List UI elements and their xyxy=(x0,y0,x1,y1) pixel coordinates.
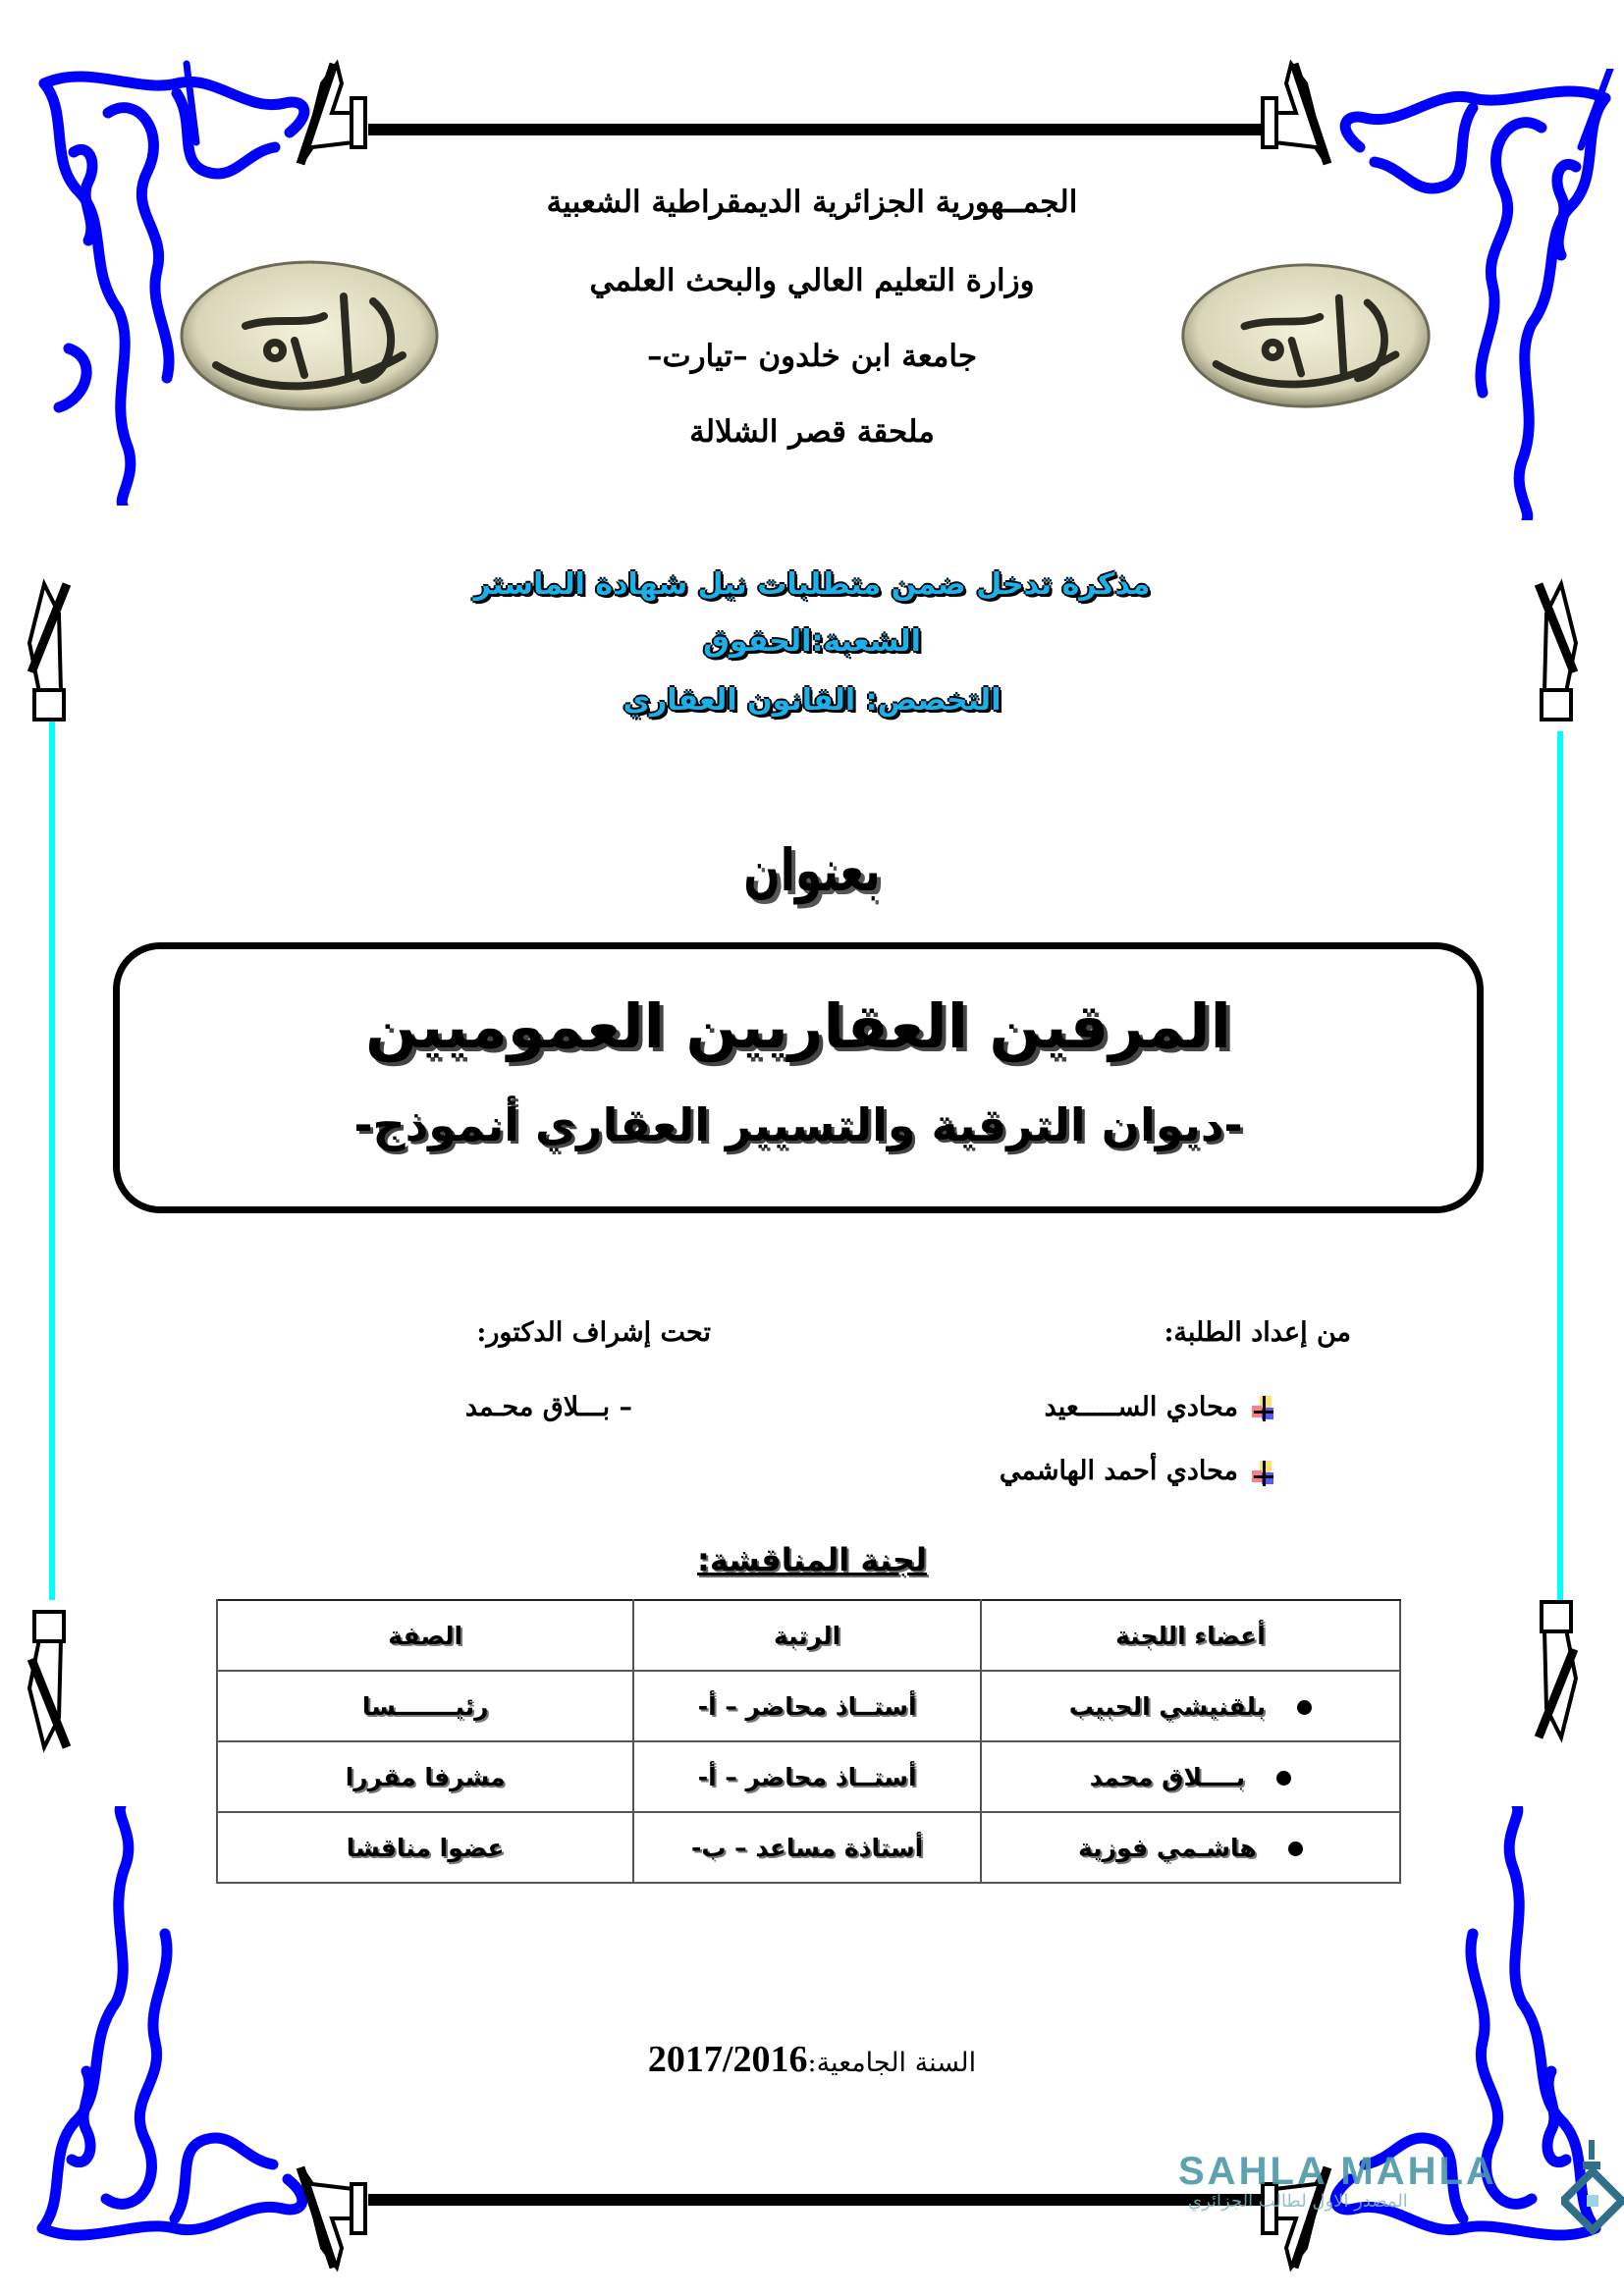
university-name: جامعة ابن خلدون –تيارت– xyxy=(646,339,978,374)
supervisor-name: – بـــلاق محـمد xyxy=(464,1392,632,1422)
committee-title: لجنة المناقشة: xyxy=(697,1541,927,1578)
colored-cross-bullet-icon xyxy=(1252,1461,1273,1486)
degree-requirement: مذكرة تدخل ضمن متطلبات نيل شهادة الماستر xyxy=(473,567,1151,602)
degree-specialty: التخصص: القانون العقاري xyxy=(623,683,1001,718)
student-name-1: محادي الســـــعيد xyxy=(1044,1392,1238,1422)
table-row xyxy=(217,1812,1400,1883)
title-box xyxy=(113,942,1484,1213)
rank-cell: أستــاذ محاضر – أ- xyxy=(633,1741,981,1812)
ministry-name: وزارة التعليم العالي والبحث العلمي xyxy=(589,263,1035,298)
frame-left-line xyxy=(49,682,55,1600)
supervisor-label: تحت إشراف الدكتور: xyxy=(476,1317,711,1348)
annex-name: ملحقة قصر الشلالة xyxy=(689,414,935,450)
academic-year-value: 2017/2016 xyxy=(647,2039,808,2080)
watermark-brand: SAHLA MAHLA xyxy=(1178,2150,1497,2193)
academic-year-label: السنة الجامعية: xyxy=(807,2048,977,2078)
watermark-tagline: المصدر الاول لطالب الجزائري xyxy=(1188,2191,1408,2212)
hand-pen-icon-left-lower xyxy=(20,1600,74,1757)
header-role: الصفة xyxy=(217,1600,633,1671)
member-cell: بــــلاق محمد xyxy=(981,1741,1400,1812)
table-row xyxy=(217,1741,1400,1812)
role-cell: عضوا مناقشا xyxy=(217,1812,633,1883)
thesis-title: المرقين العقاريين العموميين xyxy=(365,990,1231,1062)
degree-branch: الشعبة:الحقوق xyxy=(703,624,921,659)
thesis-subtitle: -ديوان الترقية والتسيير العقاري أنموذج- xyxy=(353,1098,1243,1151)
subject-label: بعنوان xyxy=(743,837,881,905)
hand-pen-icon-right-lower xyxy=(1532,1590,1586,1747)
header-members: أعضاء اللجنة xyxy=(981,1600,1400,1671)
country-name: الجمــهورية الجزائرية الديمقراطية الشعبية xyxy=(546,185,1078,220)
frame-top-bar xyxy=(368,124,1262,135)
bullet-dot-icon xyxy=(1297,1700,1312,1715)
hand-pen-icon-top-right xyxy=(1257,54,1335,172)
watermark xyxy=(1178,2140,1624,2238)
frame-bottom-bar xyxy=(368,2194,1262,2206)
rank-cell: أستاذة مساعد – ب- xyxy=(633,1812,981,1883)
bullet-dot-icon xyxy=(1288,1842,1303,1856)
hand-pen-icon-top-left xyxy=(293,54,371,172)
role-cell: رئيـــــــسا xyxy=(217,1671,633,1741)
table-header-row xyxy=(217,1600,1400,1671)
rank-cell: أستــاذ محاضر – أ- xyxy=(633,1671,981,1741)
student-name-2: محادي أحمد الهاشمي xyxy=(999,1456,1238,1486)
academic-year xyxy=(0,2038,1624,2081)
header-rank: الرتبة xyxy=(633,1600,981,1671)
bullet-dot-icon xyxy=(1276,1771,1291,1786)
table-row xyxy=(217,1671,1400,1741)
member-cell: هاشـمي فوزية xyxy=(981,1812,1400,1883)
students-label: من إعداد الطلبة: xyxy=(1164,1317,1351,1348)
hand-pen-icon-bottom-left xyxy=(293,2160,371,2277)
role-cell: مشرفا مقررا xyxy=(217,1741,633,1812)
colored-cross-bullet-icon xyxy=(1252,1396,1273,1421)
member-cell: بلقنيشي الحبيب xyxy=(981,1671,1400,1741)
watermark-logo-icon xyxy=(1561,2140,1624,2238)
committee-table xyxy=(216,1599,1401,1884)
